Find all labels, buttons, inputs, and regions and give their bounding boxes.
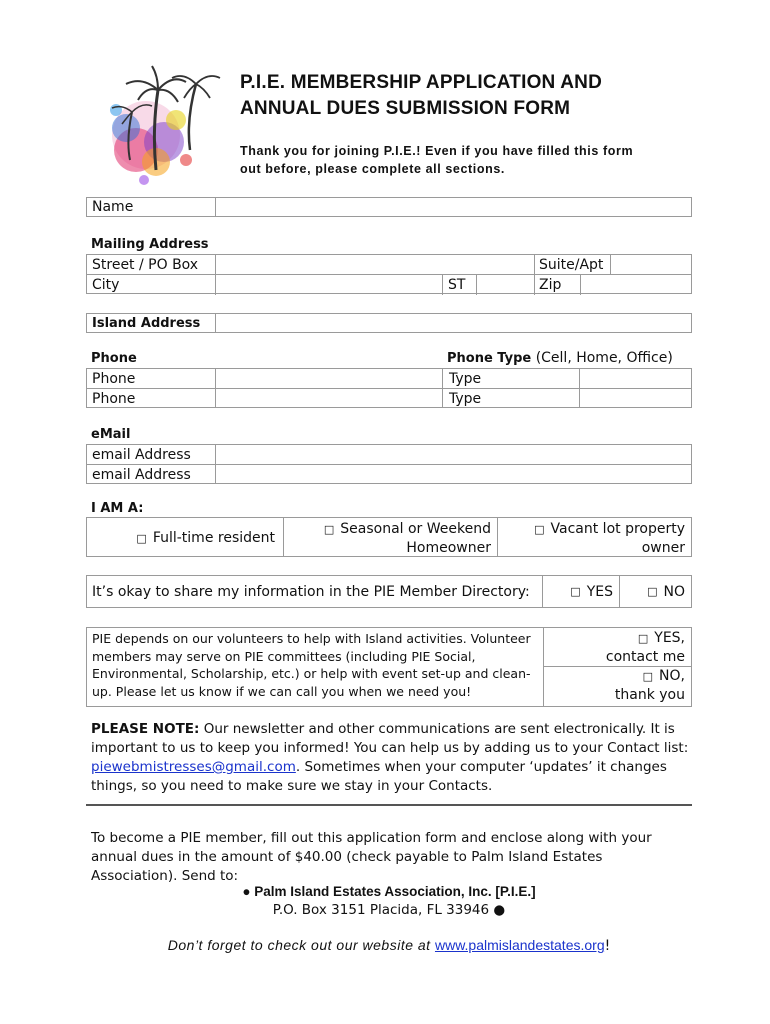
option-seasonal-label-1: Seasonal or Weekend (340, 521, 491, 537)
email-1-label: email Address (92, 446, 191, 463)
phone-1-type-label: Type (449, 370, 482, 387)
phone-2-type-label: Type (449, 391, 482, 407)
zip-label: Zip (539, 277, 562, 293)
city-label: City (92, 277, 120, 293)
volunteer-no-label-1: NO, (659, 668, 685, 684)
option-seasonal[interactable] (284, 518, 497, 558)
contact-email-link[interactable]: piewebmistresses@gmail.com (91, 759, 296, 775)
checkbox-icon[interactable]: □ (570, 585, 581, 598)
suite-field[interactable] (611, 255, 691, 274)
volunteer-yes-option[interactable] (544, 629, 691, 666)
phone-2-type-field[interactable] (580, 389, 691, 409)
subtitle-line-2: out before, please complete all sections. (240, 162, 505, 176)
phone-1-field[interactable] (216, 369, 442, 388)
website-line (86, 937, 692, 954)
phone-type-label: Phone Type (447, 351, 532, 366)
street-label: Street / PO Box (92, 256, 199, 273)
name-label: Name (92, 199, 134, 215)
association-po-box: P.O. Box 3151 Placida, FL 33946 ● (272, 902, 506, 918)
option-vacant-lot-label-1: Vacant lot property (550, 521, 685, 537)
name-row (86, 197, 692, 217)
volunteer-text-line-2: members may serve on PIE committees (including PIE Social, (92, 648, 476, 664)
volunteer-yes-label-2: contact me (605, 649, 685, 665)
street-field[interactable] (216, 255, 534, 274)
website-prefix: Don’t forget to check out our website at (167, 937, 435, 953)
volunteer-text-line-1: PIE depends on our volunteers to help with Island activities. Volunteer (92, 631, 531, 646)
please-note-label: PLEASE NOTE: (91, 721, 200, 737)
pie-logo (86, 50, 234, 200)
checkbox-icon[interactable]: □ (647, 585, 658, 598)
directory-question: It’s okay to share my information in the PIE Member Directory: (92, 583, 530, 600)
option-vacant-lot-label-2: owner (641, 540, 685, 556)
i-am-a-heading: I AM A: (91, 501, 144, 516)
checkbox-icon[interactable]: □ (642, 670, 654, 683)
mailing-address-heading: Mailing Address (91, 237, 209, 252)
option-vacant-lot[interactable] (498, 518, 691, 558)
website-suffix: ! (604, 938, 611, 954)
zip-field[interactable] (581, 275, 691, 295)
mailing-address-table (86, 254, 692, 294)
state-field[interactable] (477, 275, 534, 295)
island-address-field[interactable] (216, 314, 691, 332)
checkbox-icon[interactable]: □ (323, 523, 335, 536)
volunteer-no-label-2: thank you (614, 687, 685, 703)
title-line-1: P.I.E. MEMBERSHIP APPLICATION AND (240, 72, 603, 93)
phone-1-label: Phone (92, 370, 136, 387)
association-address (86, 882, 692, 920)
association-name: ● Palm Island Estates Association, Inc. [P.I.E.] (242, 884, 536, 899)
directory-yes-option[interactable] (543, 576, 619, 607)
subtitle-line-1: Thank you for joining P.I.E.! Even if you have filled this form (240, 144, 634, 158)
section-divider (86, 804, 692, 806)
option-full-time-label: Full-time resident (152, 530, 275, 546)
please-note-text-2: . Sometimes when your computer ‘updates’ it changes things, so you need to make sure we stay in your Contacts. (91, 759, 667, 794)
website-link[interactable]: www.palmislandestates.org (434, 937, 605, 953)
please-note-paragraph (91, 720, 691, 796)
option-full-time[interactable] (87, 518, 283, 558)
page-subtitle (240, 142, 690, 178)
volunteer-text-line-3: Environmental, Scholarship, etc.) or help with event set-up and clean- (92, 666, 531, 681)
i-am-a-table (86, 517, 692, 557)
island-address-label: Island Address (92, 315, 201, 331)
phone-2-field[interactable] (216, 389, 442, 409)
page-title (240, 70, 710, 122)
volunteer-no-option[interactable] (544, 667, 691, 704)
volunteer-text-line-4: up. Please let us know if we can call you when we need you! (92, 683, 472, 699)
email-table (86, 444, 692, 484)
phone-1-type-field[interactable] (580, 369, 691, 388)
volunteer-text (92, 630, 540, 700)
membership-intro: To become a PIE member, fill out this application form and enclose along with your annual dues in the amount of $40.00 (check payable to Palm Island Estates Association). Send to: (91, 830, 652, 884)
option-seasonal-label-2: Homeowner (406, 540, 491, 556)
email-heading: eMail (91, 427, 131, 442)
suite-label: Suite/Apt (539, 256, 604, 273)
checkbox-icon[interactable]: □ (136, 531, 147, 545)
directory-table (86, 575, 692, 608)
island-address-row (86, 313, 692, 333)
please-note-text-1: Our newsletter and other communications are sent electronically. It is important to us to keep you informed! You can help us by adding us to your Contact list: (91, 721, 689, 756)
name-field[interactable] (216, 198, 691, 216)
directory-no-option[interactable] (620, 576, 691, 607)
email-2-field[interactable] (216, 465, 691, 485)
phone-heading: Phone (91, 351, 137, 366)
phone-type-hint: (Cell, Home, Office) (535, 350, 673, 366)
checkbox-icon[interactable]: □ (534, 523, 545, 536)
state-label: ST (448, 277, 466, 293)
title-line-2: ANNUAL DUES SUBMISSION FORM (240, 98, 571, 119)
email-2-label: email Address (92, 467, 191, 483)
directory-yes-label: YES (586, 583, 613, 600)
phone-2-label: Phone (92, 391, 136, 407)
phone-type-heading (447, 350, 673, 366)
email-1-field[interactable] (216, 445, 691, 464)
directory-no-label: NO (663, 583, 685, 600)
volunteer-yes-label-1: YES, (654, 630, 685, 646)
volunteer-table (86, 627, 692, 707)
checkbox-icon[interactable]: □ (637, 632, 649, 645)
city-field[interactable] (216, 275, 442, 295)
phone-table (86, 368, 692, 408)
